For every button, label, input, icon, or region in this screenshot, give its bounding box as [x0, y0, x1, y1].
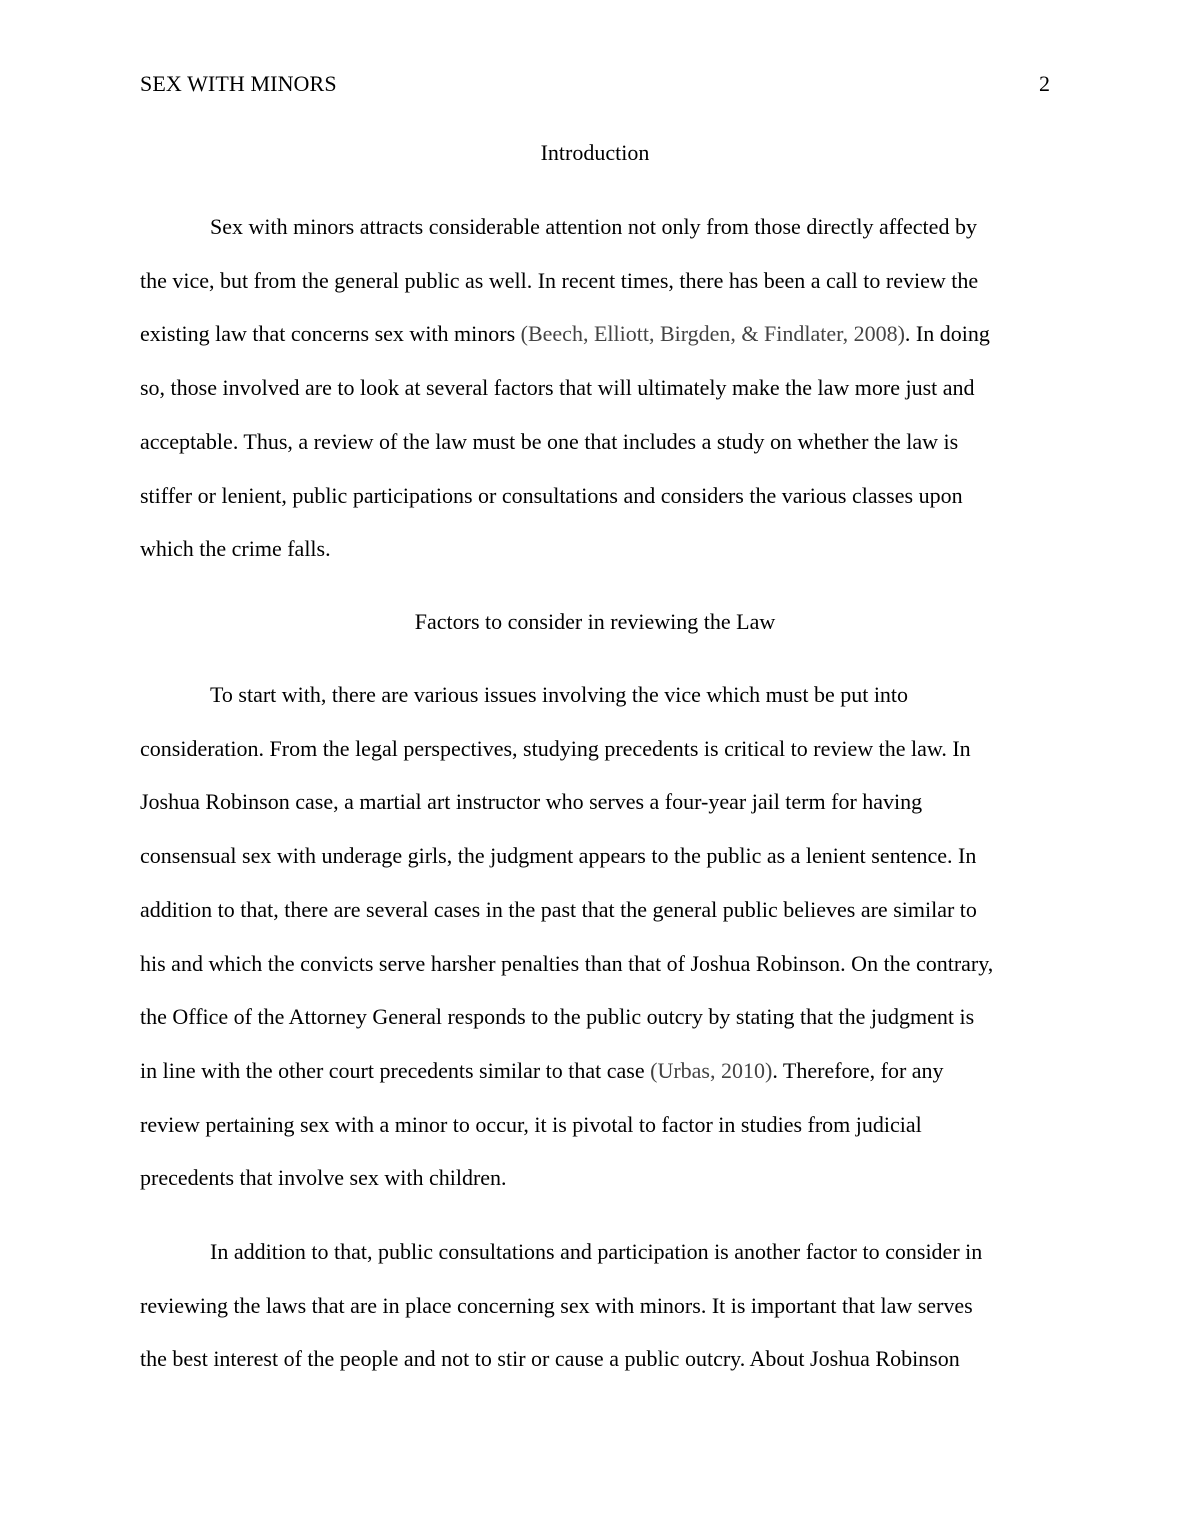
section-heading-introduction: Introduction — [540, 140, 650, 165]
paragraph-line: so, those involved are to look at several factors that will ultimately make the law more just and — [140, 375, 975, 401]
paragraph-line: acceptable. Thus, a review of the law must be one that includes a study on whether the law is — [140, 428, 959, 454]
page-number: 2 — [1039, 71, 1050, 96]
paragraph-line: In addition to that, public consultations and participation is another factor to consider in — [210, 1239, 983, 1264]
section-heading-factors: Factors to consider in reviewing the Law — [414, 609, 776, 634]
paragraph-line: precedents that involve sex with children. — [140, 1165, 507, 1191]
paragraph-line: stiffer or lenient, public participations or consultations and considers the various classes upon — [140, 482, 963, 508]
citation: (Beech, Elliott, Birgden, & Findlater, 2008) — [520, 321, 905, 347]
line-text: existing law that concerns sex with minors — [140, 321, 521, 347]
paragraph-line: the Office of the Attorney General responds to the public outcry by stating that the judgment is — [140, 1004, 975, 1030]
citation: (Urbas, 2010) — [650, 1057, 773, 1083]
paragraph-line: the vice, but from the general public as well. In recent times, there has been a call to review the — [140, 267, 979, 293]
paragraph-introduction — [140, 200, 1052, 576]
paragraph-line: the best interest of the people and not to stir or cause a public outcry. About Joshua Robinson — [140, 1346, 960, 1372]
paragraph-precedents — [140, 668, 1052, 1205]
paragraph-line — [140, 307, 1052, 361]
paragraph-line: his and which the convicts serve harsher penalties than that of Joshua Robinson. On the contrary, — [140, 950, 994, 976]
paragraph-line: consideration. From the legal perspectives, studying precedents is critical to review the law. In — [140, 735, 971, 761]
paragraph-line: reviewing the laws that are in place concerning sex with minors. It is important that law serves — [140, 1292, 973, 1318]
line-text: in line with the other court precedents similar to that case — [140, 1057, 651, 1083]
paragraph-line: addition to that, there are several cases in the past that the general public believes are similar to — [140, 896, 977, 922]
paragraph-line: consensual sex with underage girls, the judgment appears to the public as a lenient sentence. In — [140, 843, 977, 869]
line-text: . In doing — [904, 321, 990, 347]
paragraph-line: which the crime falls. — [140, 536, 331, 562]
paragraph-line: To start with, there are various issues involving the vice which must be put into — [210, 682, 909, 707]
running-head: SEX WITH MINORS — [140, 71, 337, 96]
paragraph-line — [140, 1044, 1052, 1098]
paragraph-line: Sex with minors attracts considerable attention not only from those directly affected by — [210, 214, 977, 239]
paragraph-line: Joshua Robinson case, a martial art instructor who serves a four-year jail term for having — [140, 789, 923, 815]
paragraph-line: review pertaining sex with a minor to occur, it is pivotal to factor in studies from judicial — [140, 1111, 922, 1137]
line-text: . Therefore, for any — [772, 1057, 944, 1083]
paragraph-public-consultation — [140, 1225, 1052, 1386]
